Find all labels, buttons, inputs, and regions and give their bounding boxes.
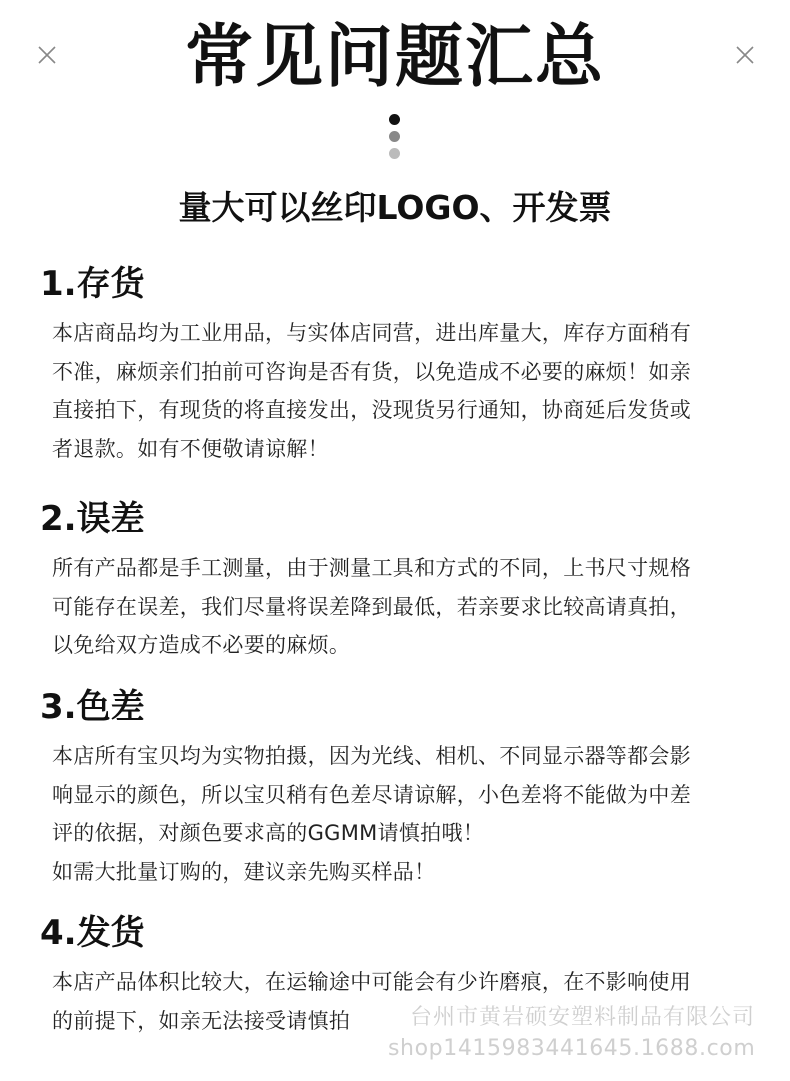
paragraph-line: 的前提下，如亲无法接受请慎拍 bbox=[52, 1008, 351, 1033]
section-paragraph bbox=[52, 737, 750, 891]
paragraph-line: 所有产品都是手工测量，由于测量工具和方式的不同，上书尺寸规格 bbox=[52, 556, 691, 580]
paragraph-line: 可能存在误差，我们尽量将误差降到最低，若亲要求比较高请真拍， bbox=[52, 594, 691, 619]
section-heading: 4.发货 bbox=[40, 913, 145, 953]
dot-icon bbox=[389, 148, 400, 159]
section-heading: 1.存货 bbox=[40, 264, 145, 304]
page-title: 常见问题汇总 bbox=[184, 18, 605, 97]
section-error bbox=[40, 497, 750, 665]
watermark-shop-url: shop1415983441645.1688.com bbox=[388, 1036, 756, 1061]
dots-divider bbox=[389, 114, 401, 165]
section-paragraph bbox=[52, 549, 750, 665]
paragraph-line: 不准，麻烦亲们拍前可咨询是否有货，以免造成不必要的麻烦！如亲 bbox=[52, 359, 691, 384]
paragraph-line: 评的依据，对颜色要求高的GGMM请慎拍哦！ bbox=[52, 821, 485, 845]
paragraph-line: 本店所有宝贝均为实物拍摄，因为光线、相机、不同显示器等都会影 bbox=[52, 744, 691, 768]
dot-icon bbox=[389, 114, 400, 125]
section-color-difference bbox=[40, 685, 750, 891]
paragraph-line: 本店产品体积比较大，在运输途中可能会有少许磨痕，在不影响使用 bbox=[52, 970, 691, 994]
paragraph-line: 如需大批量订购的，建议亲先购买样品！ bbox=[52, 859, 436, 884]
section-stock bbox=[40, 262, 750, 468]
paragraph-line: 本店商品均为工业用品，与实体店同营，进出库量大，库存方面稍有 bbox=[52, 321, 691, 345]
paragraph-line: 者退款。如有不便敬请谅解！ bbox=[52, 436, 329, 461]
section-heading: 2.误差 bbox=[40, 499, 145, 539]
page-subtitle: 量大可以丝印LOGO、开发票 bbox=[178, 188, 612, 227]
paragraph-line: 直接拍下，有现货的将直接发出，没现货另行通知，协商延后发货或 bbox=[52, 398, 691, 422]
paragraph-line: 以免给双方造成不必要的麻烦。 bbox=[52, 633, 351, 657]
section-heading: 3.色差 bbox=[40, 687, 145, 727]
section-paragraph bbox=[52, 314, 750, 468]
watermark-company: 台州市黄岩硕安塑料制品有限公司 bbox=[410, 1005, 756, 1030]
paragraph-line: 响显示的颜色，所以宝贝稍有色差尽请谅解，小色差将不能做为中差 bbox=[52, 782, 691, 807]
dot-icon bbox=[389, 131, 400, 142]
